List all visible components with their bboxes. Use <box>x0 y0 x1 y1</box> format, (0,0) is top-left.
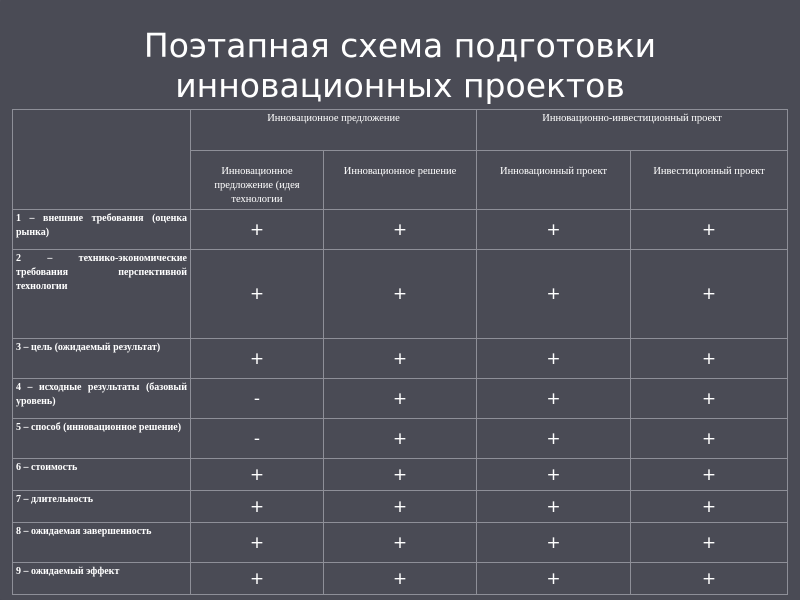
row-mark-cell: + <box>477 339 631 379</box>
table-row <box>13 563 788 595</box>
row-mark-cell: + <box>191 210 324 250</box>
row-mark-cell: + <box>324 419 477 459</box>
row-mark-cell: + <box>477 563 631 595</box>
row-label: 9 – ожидаемый эффект <box>13 563 191 595</box>
row-mark-cell: + <box>477 491 631 523</box>
row-mark-cell: + <box>191 563 324 595</box>
row-label: 6 – стоимость <box>13 459 191 491</box>
table-row <box>13 210 788 250</box>
table-row <box>13 523 788 563</box>
row-label: 5 – способ (инновационное решение) <box>13 419 191 459</box>
sub-header-investment-project: Инвестиционный проект <box>631 151 788 210</box>
row-mark-cell: + <box>631 419 788 459</box>
sub-header-innovation-project: Инновационный проект <box>477 151 631 210</box>
row-mark-cell: - <box>191 419 324 459</box>
row-mark-cell: + <box>631 210 788 250</box>
row-mark-cell: + <box>631 250 788 339</box>
row-mark-cell: + <box>324 459 477 491</box>
table-row <box>13 379 788 419</box>
row-mark-cell: + <box>191 250 324 339</box>
row-label: 2 – технико-экономические требования перспективной технологии <box>13 250 191 339</box>
row-label: 8 – ожидаемая завершенность <box>13 523 191 563</box>
row-mark-cell: + <box>324 379 477 419</box>
row-mark-cell: + <box>477 210 631 250</box>
row-mark-cell: + <box>324 523 477 563</box>
row-mark-cell: + <box>324 250 477 339</box>
row-label: 4 – исходные результаты (базовый уровень) <box>13 379 191 419</box>
group-header-innovation-proposal: Инновационное предложение <box>191 110 477 151</box>
table-group-header-row <box>13 110 788 151</box>
row-mark-cell: + <box>477 419 631 459</box>
project-stages-table <box>12 109 788 595</box>
row-mark-cell: + <box>477 523 631 563</box>
table-row <box>13 250 788 339</box>
row-label: 7 – длительность <box>13 491 191 523</box>
row-mark-cell: + <box>631 379 788 419</box>
row-mark-cell: + <box>191 491 324 523</box>
slide-title-line-1: Поэтапная схема подготовки <box>143 26 657 65</box>
row-mark-cell: + <box>324 339 477 379</box>
row-mark-cell: + <box>631 339 788 379</box>
row-mark-cell: + <box>477 379 631 419</box>
row-label: 3 – цель (ожидаемый результат) <box>13 339 191 379</box>
table-row <box>13 419 788 459</box>
row-mark-cell: + <box>324 563 477 595</box>
row-mark-cell: + <box>631 459 788 491</box>
table-row <box>13 491 788 523</box>
row-mark-cell: + <box>477 250 631 339</box>
row-mark-cell: - <box>191 379 324 419</box>
group-header-innovation-investment-project: Инновационно-инвестиционный проект <box>477 110 788 151</box>
table-row <box>13 459 788 491</box>
sub-header-proposal-idea: Инновационное предложение (идея технологии <box>191 151 324 210</box>
slide-title <box>0 26 800 106</box>
row-mark-cell: + <box>631 523 788 563</box>
row-mark-cell: + <box>191 523 324 563</box>
row-label: 1 – внешние требования (оценка рынка) <box>13 210 191 250</box>
row-mark-cell: + <box>324 210 477 250</box>
row-mark-cell: + <box>477 459 631 491</box>
row-mark-cell: + <box>324 491 477 523</box>
slide-title-line-2: инновационных проектов <box>175 66 625 105</box>
table-corner-cell <box>13 110 191 210</box>
row-mark-cell: + <box>631 563 788 595</box>
row-mark-cell: + <box>191 459 324 491</box>
row-mark-cell: + <box>191 339 324 379</box>
sub-header-innovation-solution: Инновационное решение <box>324 151 477 210</box>
row-mark-cell: + <box>631 491 788 523</box>
table-row <box>13 339 788 379</box>
